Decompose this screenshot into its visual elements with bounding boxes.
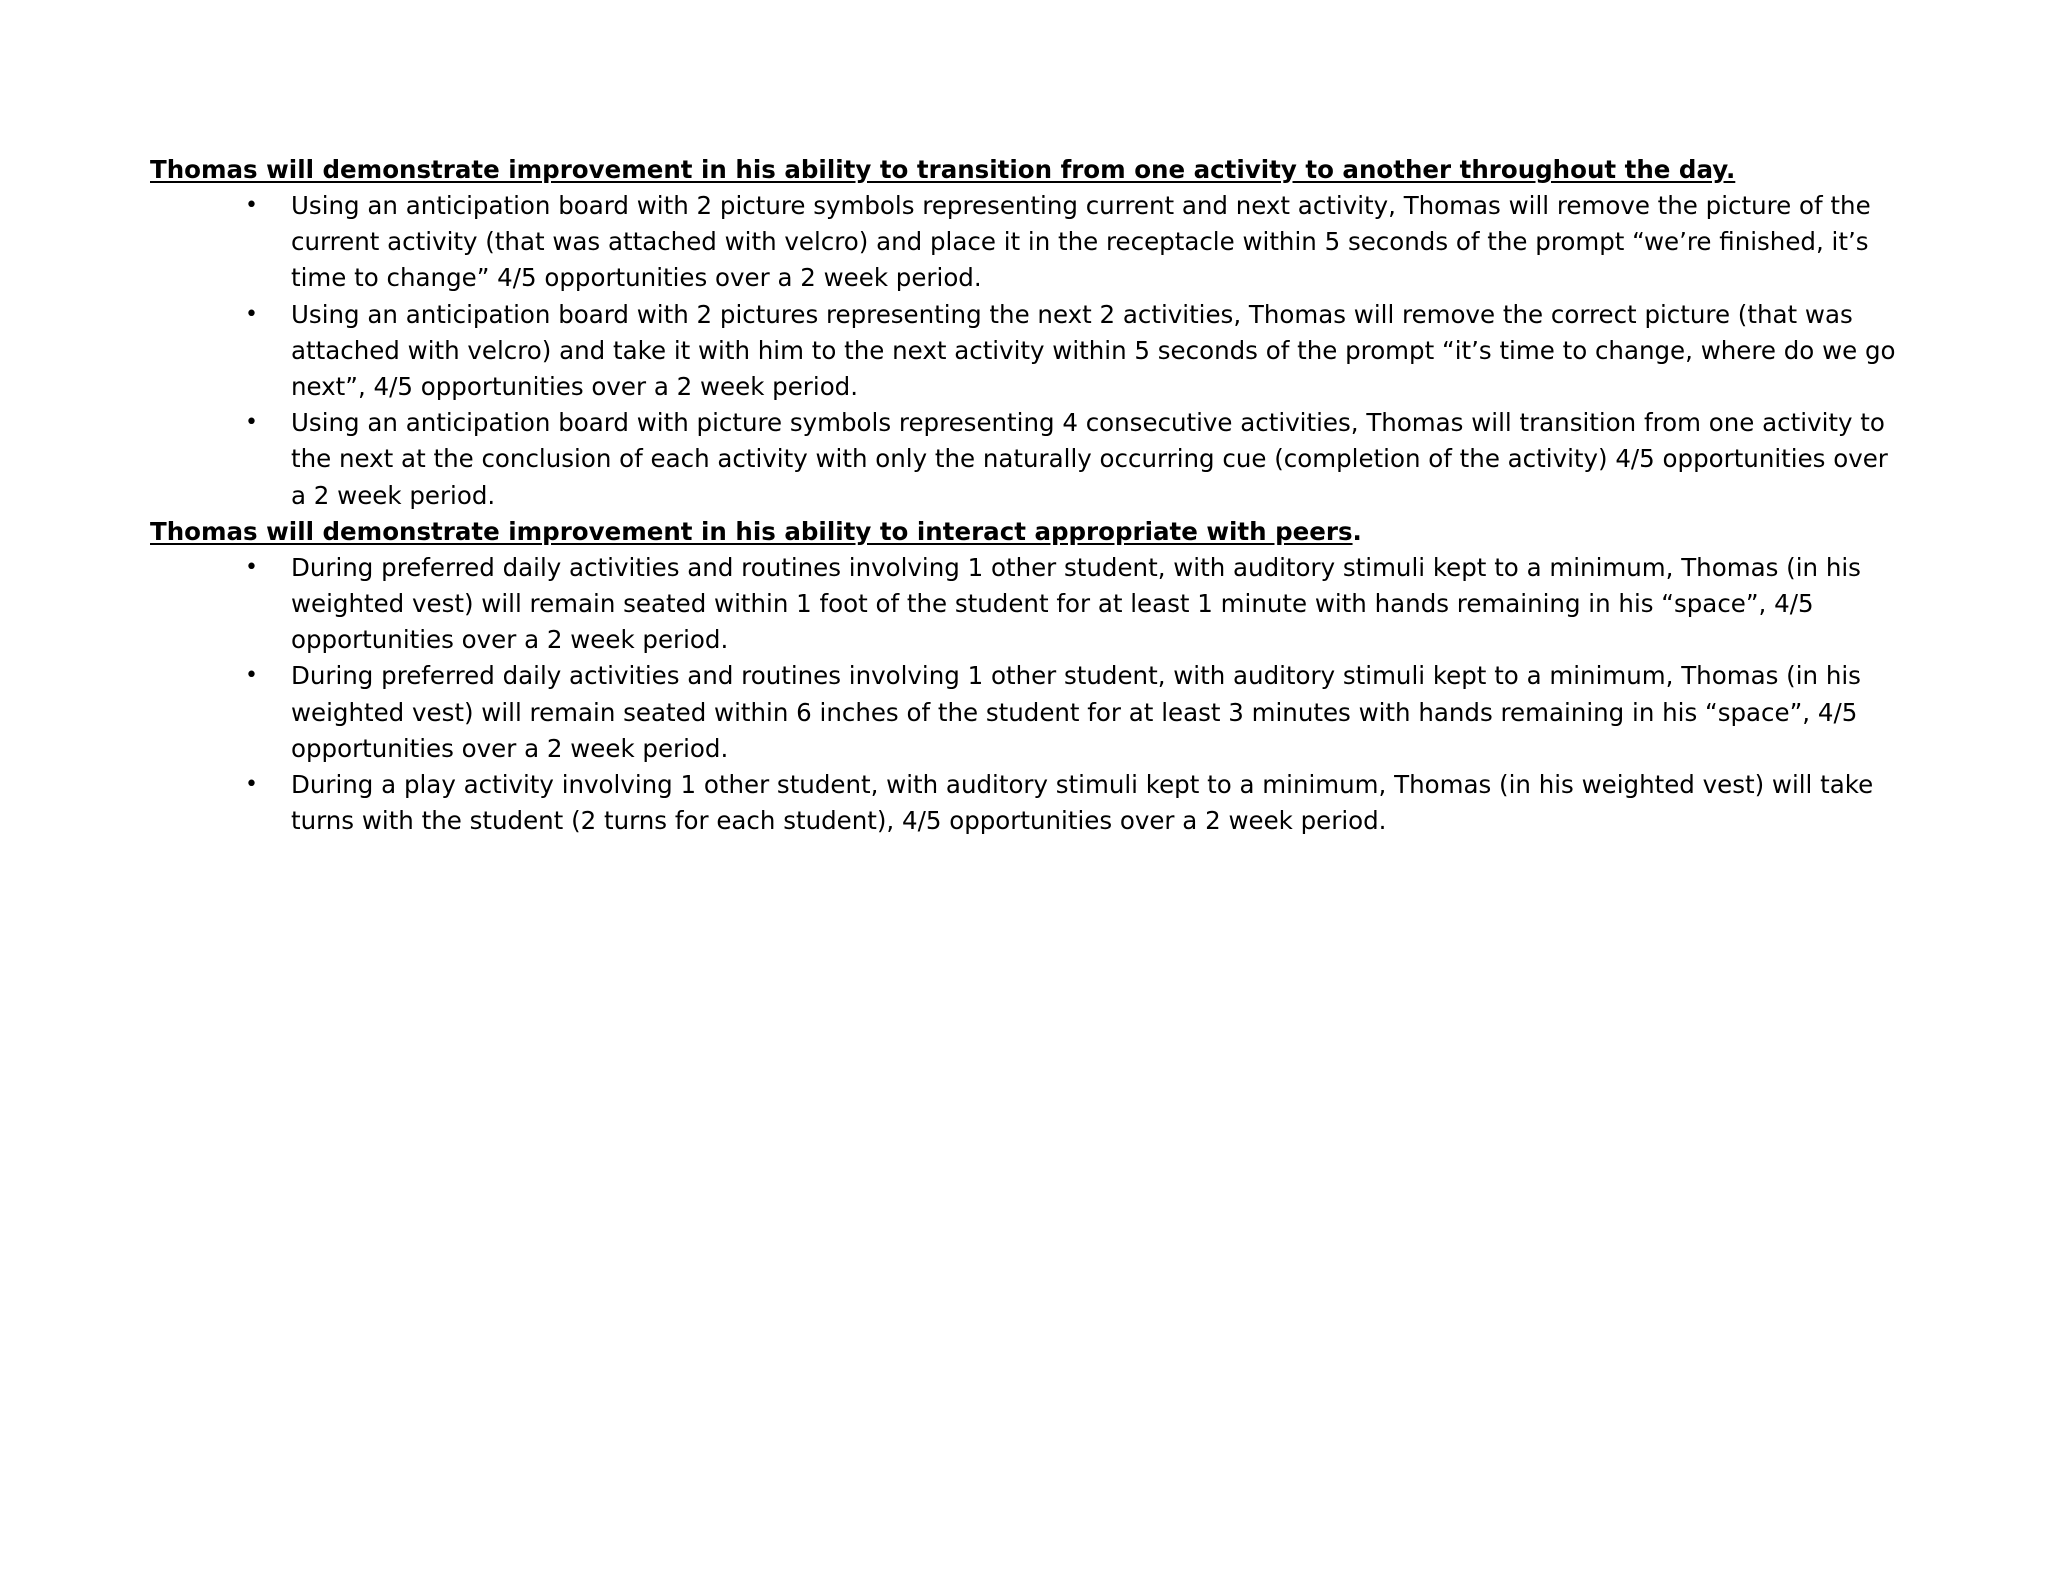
goal-heading-text: Thomas will demonstrate improvement in his ability to interact appropriate with peers — [150, 516, 1353, 546]
bullet-icon: • — [245, 193, 258, 218]
bullet-icon: • — [245, 554, 258, 580]
objective-item — [245, 188, 1910, 297]
document-page — [150, 152, 1910, 839]
objective-list-transition — [150, 188, 1910, 514]
objective-text: Using an anticipation board with picture symbols representing 4 consecutive activities, Thomas will transition from one activity to the next at the conclusion of each activity with only the naturally occurring cue (completion of the activity) 4/5 opportunities over a 2 week period. — [291, 408, 1888, 510]
bullet-icon: • — [245, 410, 258, 436]
objective-list-peers — [150, 550, 1910, 840]
objective-item — [245, 405, 1910, 514]
objective-item — [245, 767, 1910, 839]
objective-item — [245, 658, 1910, 767]
goal-heading-suffix: . — [1352, 516, 1362, 546]
goal-heading-text: Thomas will demonstrate improvement in his ability to transition from one activity to another throughout the day. — [150, 155, 1736, 184]
objective-item — [245, 297, 1910, 406]
objective-text: During preferred daily activities and routines involving 1 other student, with auditory stimuli kept to a minimum, Thomas (in his weighted vest) will remain seated within 1 foot of the student for at least 1 minute with hands remaining in his “space”, 4/5 opportunities over a 2 week period. — [291, 552, 1861, 655]
objective-text: Using an anticipation board with 2 picture symbols representing current and next activity, Thomas will remove the picture of the current activity (that was attached with velcro) and place it in the receptacle within 5 seconds of the prompt “we’re finished, it’s time to change” 4/5 opportunities over a 2 week period. — [291, 191, 1871, 293]
objective-text: During a play activity involving 1 other student, with auditory stimuli kept to a minimum, Thomas (in his weighted vest) will take turns with the student (2 turns for each student), 4/5 opportunities over a 2 week period. — [291, 770, 1874, 836]
objective-text: Using an anticipation board with 2 pictures representing the next 2 activities, Thomas will remove the correct picture (that was attached with velcro) and take it with him to the next activity within 5 seconds of the prompt “it’s time to change, where do we go next”, 4/5 opportunities over a 2 week period. — [291, 299, 1896, 402]
objective-item — [245, 550, 1910, 659]
bullet-icon: • — [245, 663, 258, 689]
goal-heading-peers — [150, 514, 1910, 550]
objective-text: During preferred daily activities and routines involving 1 other student, with auditory stimuli kept to a minimum, Thomas (in his weighted vest) will remain seated within 6 inches of the student for at least 3 minutes with hands remaining in his “space”, 4/5 opportunities over a 2 week period. — [291, 661, 1861, 763]
bullet-icon: • — [245, 772, 258, 798]
goal-heading-transition — [150, 152, 1910, 188]
bullet-icon: • — [245, 301, 258, 327]
